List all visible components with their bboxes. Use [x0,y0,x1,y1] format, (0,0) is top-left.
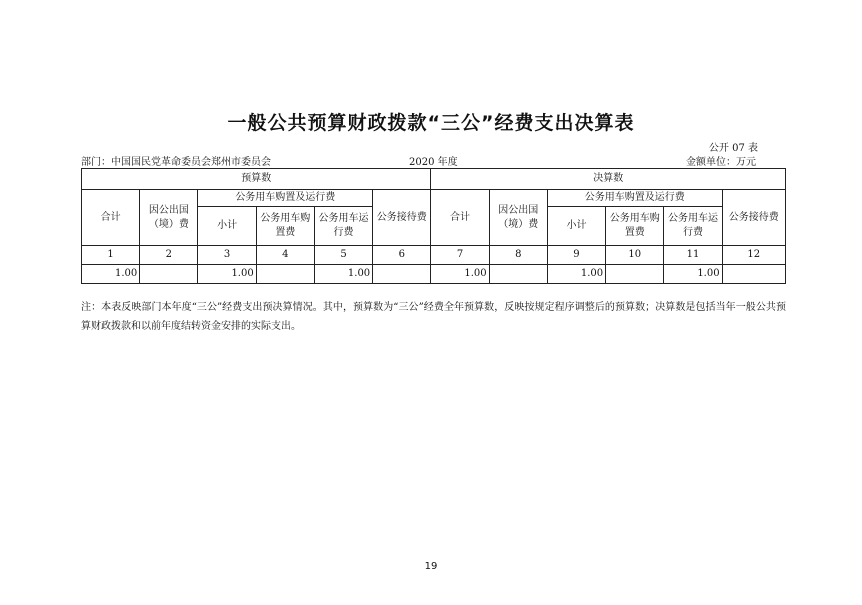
column-number: 8 [489,246,547,265]
column-number-row [82,246,786,265]
value-row [82,265,786,284]
header-row-categories [82,190,786,207]
budget-group-header: 预算数 [82,169,431,190]
final-subtotal-header: 小计 [547,207,605,246]
budget-subtotal-header: 小计 [198,207,256,246]
column-number: 3 [198,246,256,265]
header-row-groups [82,169,786,190]
budget-vehicle-header: 公务用车购置及运行费 [198,190,373,207]
column-number: 2 [140,246,198,265]
value-cell [140,265,198,284]
budget-total-header: 合计 [82,190,140,246]
column-number: 5 [314,246,372,265]
final-vehicle-purchase-header: 公务用车购置费 [606,207,664,246]
department-label: 部门：中国国民党革命委员会郑州市委员会 [81,157,271,168]
value-cell [722,265,785,284]
column-number: 9 [547,246,605,265]
document-number: 公开 07 表 [708,143,758,154]
value-cell: 1.00 [431,265,489,284]
unit-label: 金额单位：万元 [686,157,756,168]
value-cell [489,265,547,284]
value-cell [373,265,431,284]
column-number: 4 [256,246,314,265]
final-abroad-header: 因公出国（境）费 [489,190,547,246]
value-cell: 1.00 [198,265,256,284]
year-label: 2020 年度 [409,157,458,168]
value-cell [606,265,664,284]
column-number: 1 [82,246,140,265]
column-number: 6 [373,246,431,265]
value-cell: 1.00 [82,265,140,284]
column-number: 11 [664,246,722,265]
budget-vehicle-purchase-header: 公务用车购置费 [256,207,314,246]
final-vehicle-header: 公务用车购置及运行费 [547,190,722,207]
page-title: 一般公共预算财政拨款“三公”经费支出决算表 [227,112,635,134]
table-footnote: 注：本表反映部门本年度“三公”经费支出预决算情况。其中，预算数为“三公”经费全年预算数，反映按规定程序调整后的预算数；决算数是包括当年一般公共预算财政拨款和以前年度结转资金安排的实际支出。 [81,302,786,332]
page-number: 19 [424,561,438,572]
value-cell [256,265,314,284]
budget-abroad-header: 因公出国（境）费 [140,190,198,246]
value-cell: 1.00 [664,265,722,284]
final-total-header: 合计 [431,190,489,246]
column-number: 7 [431,246,489,265]
final-group-header: 决算数 [431,169,786,190]
final-reception-header: 公务接待费 [722,190,785,246]
value-cell: 1.00 [314,265,372,284]
column-number: 10 [606,246,664,265]
column-number: 12 [722,246,785,265]
budget-reception-header: 公务接待费 [373,190,431,246]
budget-vehicle-run-header: 公务用车运行费 [314,207,372,246]
table-meta-row [81,153,781,167]
three-public-expenses-table [81,168,786,284]
final-vehicle-run-header: 公务用车运行费 [664,207,722,246]
value-cell: 1.00 [547,265,605,284]
